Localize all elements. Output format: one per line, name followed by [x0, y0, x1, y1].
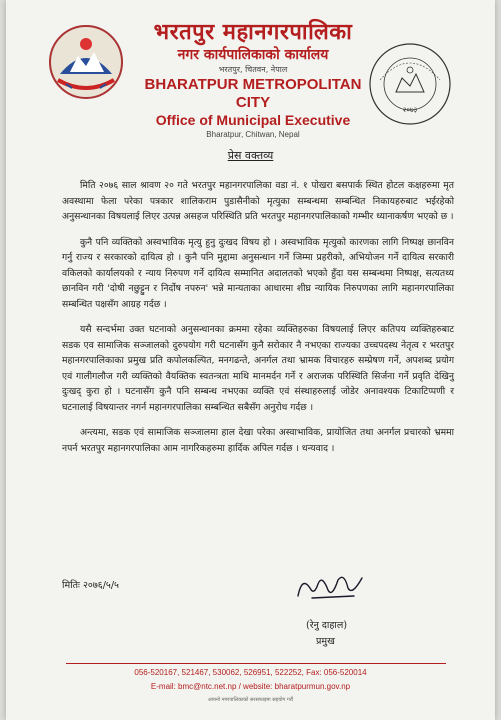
footer-divider — [66, 663, 446, 664]
statement-date: मितिः २०७६/५/५ — [62, 580, 119, 591]
letterhead — [138, 20, 368, 141]
letterhead-subtitle-english: Office of Municipal Executive — [155, 112, 351, 128]
footer-contact: E-mail: bmc@ntc.net.np / website: bharatpurmun.gov.np — [150, 682, 351, 691]
statement-paragraph: अन्त्यमा, सडक एवं सामाजिक सञ्जालमा हाल देखा परेका अस्वाभाविक, प्रायोजित तथा अनर्गल प्रचारको भ्रममा नपर्न भरतपुर महानगरपालिका आम नागरिकहरुमा हार्दिक अपिल गर्दछ । धन्यवाद । — [62, 427, 454, 454]
statement-paragraph: मिति २०७६ साल श्रावण २० गते भरतपुर महानगरपालिका वडा नं. १ पोखरा बसपार्क स्थित होटल कक्षहरुमा मृत अवस्थामा फेला परेका पत्रकार शालिकराम पुडासैनीको मृत्युका सम्बन्धमा सम्बन्धित निकायहरुबाट भईरहेको अनुसन्धानका विषयलाई लिएर उत्पन्न असहज परिस्थिति प्रति भरतपुर महानगरपालिकाको गम्भीर ध्यानाकर्षण भएको छ । — [62, 180, 454, 222]
statement-paragraph: यसै सन्दर्भमा उक्त घटनाको अनुसन्धानका क्रममा रहेका व्यक्तिहरुका विषयलाई लिएर कतिपय व्यक्तिहरुबाट सडक एव सामाजिक सञ्जालको दुरुपयोग गरी घटनासँग कुनै सरोकार नै नभएका राज्यका उच्चपदस्थ नेतृत्व र भरतपुर महानगरपालिकाका प्रमुख प्रति कपोलकल्पित, मनगढन्ते, अनर्गल तथा भ्रामक विचारहरु सम्प्रेषण गर्ने, अपशब्द प्रयोग एवं गालीगलौज गरी व्यक्तिको वैयक्तिक स्वतन्त्रता माथि मानमर्दन गर्ने र अराजक परिस्थिति सिर्जना गर्ने प्रवृति देखिनु दुःखद् कुरा हो । घटनासँग कुनै पनि सम्बन्ध नभएका व्यक्ति एवं संस्थाहरुलाई जोडेर अनावश्यक टिकाटिप्पणी र घटनालाई विषयान्तर नगर्न महानगरपालिका सम्बन्धित सबैसँग अनुरोध गर्दछ । — [62, 324, 454, 413]
statement-body — [62, 178, 454, 466]
statement-paragraph: कुनै पनि व्यक्तिको अस्वभाविक मृत्यु हुनु दुःखद विषय हो । अस्वभाविक मृत्युको कारणका लागि निष्पक्ष छानविन गर्नु राज्य र सरकारको दायित्व हो । कुनै पनि मुद्दामा अनुसन्धान गर्ने जिम्मा प्रहरीको, अभियोजन गर्ने दायित्व सरकारी वकिलको कार्यालयको र न्याय निरुपण गर्ने दायित्व सम्मानित अदालतको भएको हुँदा यस सम्बन्धमा निष्पक्ष, सत्यतथ्य छानविन गरी 'दोषी नछुट्टुन र निर्दोष नपरुन' भन्ने मान्यताका आधारमा शीघ्र न्यायिक निरुपणका लागि महानगरपालिका सम्बन्धित पक्षसँग आग्रह गर्दछ । — [62, 236, 454, 310]
letter-page — [6, 0, 495, 720]
letterhead-address-english: Bharatpur, Chitwan, Nepal — [206, 130, 300, 139]
letterhead-title-english: BHARATPUR METROPOLITAN CITY — [144, 76, 362, 111]
handwritten-signature — [292, 566, 372, 606]
svg-text:२०७३: २०७३ — [402, 106, 418, 114]
letterhead-subtitle-nepali: नगर कार्यपालिकाको कार्यालय — [177, 47, 329, 63]
letterhead-title-nepali: भरतपुर महानगरपालिका — [153, 20, 353, 45]
footer-note: आफ्नो नगरपालिकाको सरसफाइमा सहयोग गरौं — [207, 697, 294, 703]
signatory-title: प्रमुख — [316, 636, 335, 647]
nepal-emblem-icon — [46, 22, 126, 102]
office-seal-stamp — [366, 40, 454, 128]
signatory-name: (रेनु दाहाल) — [306, 620, 348, 631]
footer-phone-numbers: 056-520167, 521467, 530062, 526951, 522252, Fax: 056-520014 — [134, 668, 367, 677]
press-release-title: प्रेस वक्तव्य — [227, 149, 274, 162]
letterhead-address-nepali: भरतपुर, चितवन, नेपाल — [218, 65, 288, 74]
